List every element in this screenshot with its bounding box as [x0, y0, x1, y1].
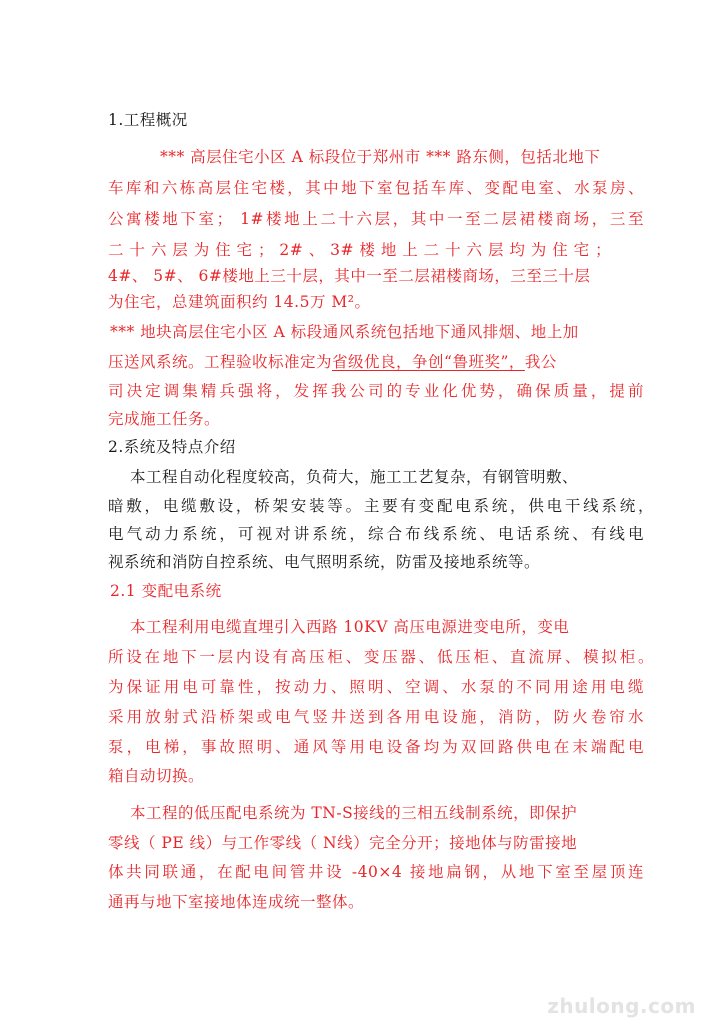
- text-line: 零线（ PE 线）与工作零线（ N线）完全分开；接地体与防雷接地: [108, 834, 578, 852]
- text-line: 完成施工任务。: [108, 410, 221, 428]
- text-line: 通再与地下室接地体连成统一整体。: [108, 893, 365, 911]
- text-line: 二 十 六 层 为 住 宅 ； 2# 、 3# 楼 地 上 二 十 六 层 均 为 住 宅 ；: [108, 241, 612, 259]
- section-heading-2: 2.系统及特点介绍: [108, 438, 236, 456]
- text-segment: 我公: [524, 353, 557, 371]
- section-heading-1: 1.工程概况: [108, 111, 188, 129]
- text-line: [108, 352, 557, 372]
- section-heading-2-1: 2.1 变配电系统: [110, 582, 222, 600]
- text-line: 采用放射式沿桥架或电气竖井送到各用电设施，消防，防火卷帘水: [108, 708, 644, 726]
- text-segment: 压送风系统。工程验收标准定为: [108, 353, 333, 371]
- text-line: 暗敷，电缆敷设，桥架安装等。主要有变配电系统，供电干线系统，: [108, 497, 654, 515]
- text-line: 本工程自动化程度较高，负荷大，施工工艺复杂，有钢管明敷、: [130, 468, 579, 486]
- text-line: *** 高层住宅小区 A 标段位于郑州市 *** 路东侧，包括北地下: [160, 148, 601, 166]
- text-line: 司决定调集精兵强将，发挥我公司的专业化优势，确保质量，提前: [108, 382, 644, 400]
- text-line: *** 地块高层住宅小区 A 标段通风系统包括地下通风排烟、地上加: [110, 323, 579, 341]
- text-line: 为保证用电可靠性，按动力、照明、空调、水泵的不同用途用电缆: [108, 678, 644, 696]
- text-line: 所设在地下一层内设有高压柜、变压器、低压柜、直流屏、模拟柜。: [108, 648, 654, 666]
- underlined-goal: 省级优良，争创“鲁班奖”，: [332, 353, 525, 371]
- text-line: 本工程利用电缆直埋引入西路 10KV 高压电源进变电所，变电: [130, 618, 570, 636]
- text-line: 箱自动切换。: [108, 767, 205, 785]
- text-line: 体共同联通，在配电间管井设 -40×4 接地扁钢，从地下室至屋顶连: [108, 863, 644, 881]
- text-line: 视系统和消防自控系统、电气照明系统，防雷及接地系统等。: [108, 553, 541, 571]
- text-line: 为住宅，总建筑面积约 14.5万 M²。: [108, 293, 371, 311]
- text-line: 车库和六栋高层住宅楼，其中地下室包括车库、变配电室、水泵房、: [108, 179, 644, 197]
- text-line: 本工程的低压配电系统为 TN-S接线的三相五线制系统，即保护: [130, 804, 578, 822]
- watermark: zhulong.com: [547, 994, 696, 1018]
- text-line: 公寓楼地下室； 1#楼地上二十六层，其中一至二层裙楼商场，三至: [108, 210, 644, 228]
- text-line: 泵，电梯，事故照明、通风等用电设备均为双回路供电在末端配电: [108, 738, 644, 756]
- text-line: 电气动力系统，可视对讲系统，综合布线系统、电话系统、有线电: [108, 525, 644, 543]
- text-line: 4#、 5#、 6#楼地上三十层，其中一至二层裙楼商场，三至三十层: [108, 267, 591, 285]
